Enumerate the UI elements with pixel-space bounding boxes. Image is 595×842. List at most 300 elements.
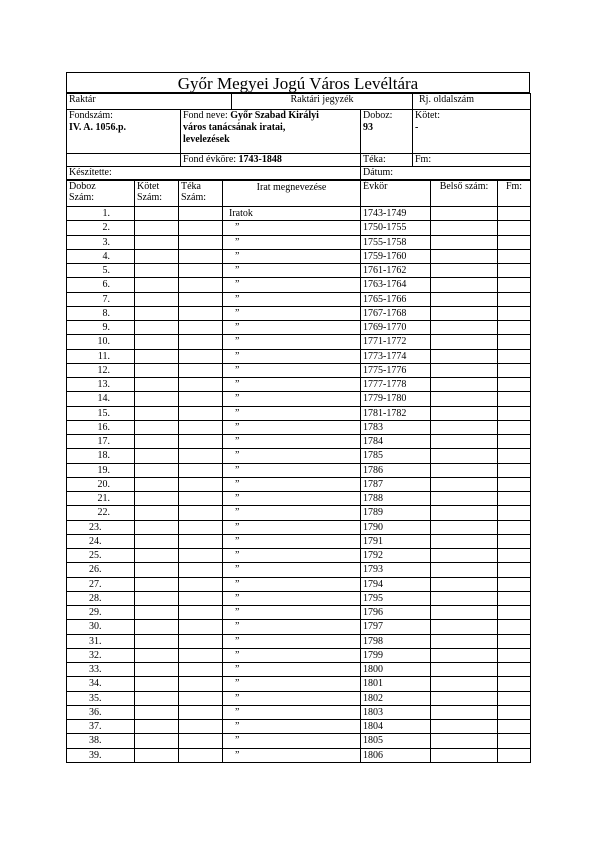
row-belso	[431, 278, 498, 292]
table-row	[67, 335, 531, 349]
row-belso	[431, 648, 498, 662]
row-evkor: 1765-1766	[361, 292, 431, 306]
row-evkor: 1788	[361, 492, 431, 506]
row-teka	[179, 549, 223, 563]
row-number: 12.	[67, 363, 135, 377]
table-row	[67, 207, 531, 221]
table-row	[67, 449, 531, 463]
row-fm	[498, 734, 531, 748]
row-fm	[498, 435, 531, 449]
row-fm	[498, 449, 531, 463]
row-evkor: 1781-1782	[361, 406, 431, 420]
row-kotet	[135, 321, 179, 335]
row-fm	[498, 620, 531, 634]
row-fm	[498, 306, 531, 320]
rj-label: Rj. oldalszám	[413, 94, 531, 110]
row-irat: ”	[223, 292, 361, 306]
fond-neve-value-1: Győr Szabad Királyi	[230, 110, 319, 121]
row-belso	[431, 392, 498, 406]
row-belso	[431, 492, 498, 506]
row-fm	[498, 492, 531, 506]
row-teka	[179, 378, 223, 392]
table-row	[67, 748, 531, 762]
inventory-sheet	[66, 72, 530, 763]
row-irat: ”	[223, 420, 361, 434]
col-teka-2: Szám:	[181, 192, 206, 203]
row-irat: ”	[223, 278, 361, 292]
row-kotet	[135, 677, 179, 691]
table-row	[67, 534, 531, 548]
row-belso	[431, 734, 498, 748]
row-belso	[431, 349, 498, 363]
row-teka	[179, 292, 223, 306]
row-fm	[498, 363, 531, 377]
row-kotet	[135, 306, 179, 320]
row-teka	[179, 606, 223, 620]
row-evkor: 1783	[361, 420, 431, 434]
row-irat: ”	[223, 349, 361, 363]
row-evkor: 1789	[361, 506, 431, 520]
row-kotet	[135, 748, 179, 762]
row-kotet	[135, 634, 179, 648]
row-teka	[179, 249, 223, 263]
table-row	[67, 634, 531, 648]
fm-label-top: Fm:	[413, 154, 531, 167]
row-evkor: 1801	[361, 677, 431, 691]
row-irat: ”	[223, 677, 361, 691]
row-teka	[179, 534, 223, 548]
row-number: 36.	[67, 705, 135, 719]
table-row	[67, 705, 531, 719]
row-number: 6.	[67, 278, 135, 292]
row-teka	[179, 207, 223, 221]
row-evkor: 1804	[361, 720, 431, 734]
col-evkor: Évkör	[361, 181, 431, 207]
row-irat: ”	[223, 449, 361, 463]
row-number: 2.	[67, 221, 135, 235]
row-fm	[498, 321, 531, 335]
row-belso	[431, 591, 498, 605]
row-irat: ”	[223, 492, 361, 506]
row-irat: ”	[223, 406, 361, 420]
row-number: 19.	[67, 463, 135, 477]
row-fm	[498, 591, 531, 605]
row-teka	[179, 634, 223, 648]
row-kotet	[135, 577, 179, 591]
row-kotet	[135, 563, 179, 577]
kotet-cell	[413, 110, 531, 154]
row-belso	[431, 463, 498, 477]
row-evkor: 1791	[361, 534, 431, 548]
table-row	[67, 677, 531, 691]
col-doboz-2: Szám:	[69, 192, 94, 203]
row-number: 7.	[67, 292, 135, 306]
table-row	[67, 363, 531, 377]
table-row	[67, 506, 531, 520]
fondszam-value: IV. A. 1056.p.	[69, 122, 127, 133]
row-evkor: 1771-1772	[361, 335, 431, 349]
fond-neve-value-2: város tanácsának iratai,	[183, 122, 286, 133]
table-row	[67, 221, 531, 235]
row-teka	[179, 463, 223, 477]
row-number: 18.	[67, 449, 135, 463]
row-evkor: 1755-1758	[361, 235, 431, 249]
row-kotet	[135, 207, 179, 221]
row-belso	[431, 691, 498, 705]
row-irat: ”	[223, 634, 361, 648]
row-kotet	[135, 335, 179, 349]
row-kotet	[135, 691, 179, 705]
row-fm	[498, 648, 531, 662]
row-fm	[498, 335, 531, 349]
row-belso	[431, 606, 498, 620]
row-belso	[431, 663, 498, 677]
table-row	[67, 378, 531, 392]
row-irat: ”	[223, 663, 361, 677]
row-kotet	[135, 378, 179, 392]
row-teka	[179, 591, 223, 605]
row-kotet	[135, 392, 179, 406]
row-number: 30.	[67, 620, 135, 634]
row-fm	[498, 392, 531, 406]
row-number: 26.	[67, 563, 135, 577]
fond-neve-cell	[181, 110, 361, 154]
doboz-value: 93	[363, 122, 373, 133]
row-number: 33.	[67, 663, 135, 677]
row-irat: ”	[223, 577, 361, 591]
row-irat: ”	[223, 520, 361, 534]
row-number: 35.	[67, 691, 135, 705]
kotet-value: -	[415, 122, 419, 133]
table-row	[67, 563, 531, 577]
row-fm	[498, 563, 531, 577]
table-row	[67, 292, 531, 306]
row-kotet	[135, 606, 179, 620]
row-irat: ”	[223, 392, 361, 406]
table-row	[67, 520, 531, 534]
row-irat: ”	[223, 748, 361, 762]
row-evkor: 1750-1755	[361, 221, 431, 235]
row-teka	[179, 264, 223, 278]
row-number: 9.	[67, 321, 135, 335]
row-fm	[498, 506, 531, 520]
row-kotet	[135, 420, 179, 434]
row-teka	[179, 221, 223, 235]
table-row	[67, 264, 531, 278]
evkor-label: Fond évköre:	[183, 154, 237, 165]
row-fm	[498, 663, 531, 677]
row-belso	[431, 506, 498, 520]
row-irat: ”	[223, 648, 361, 662]
row-belso	[431, 207, 498, 221]
row-kotet	[135, 406, 179, 420]
row-number: 16.	[67, 420, 135, 434]
row-number: 14.	[67, 392, 135, 406]
row-irat: ”	[223, 435, 361, 449]
evkor-cell	[181, 154, 361, 167]
row-kotet	[135, 534, 179, 548]
row-fm	[498, 463, 531, 477]
row-kotet	[135, 492, 179, 506]
row-teka	[179, 720, 223, 734]
row-kotet	[135, 648, 179, 662]
row-evkor: 1799	[361, 648, 431, 662]
row-evkor: 1802	[361, 691, 431, 705]
row-irat: ”	[223, 549, 361, 563]
col-irat: Irat megnevezése	[223, 181, 361, 207]
row-irat: ”	[223, 591, 361, 605]
row-irat: ”	[223, 264, 361, 278]
row-evkor: 1787	[361, 477, 431, 491]
table-row	[67, 306, 531, 320]
row-belso	[431, 249, 498, 263]
row-teka	[179, 449, 223, 463]
row-belso	[431, 705, 498, 719]
row-teka	[179, 563, 223, 577]
row-evkor: 1786	[361, 463, 431, 477]
row-evkor: 1792	[361, 549, 431, 563]
row-evkor: 1806	[361, 748, 431, 762]
row-fm	[498, 634, 531, 648]
row-evkor: 1759-1760	[361, 249, 431, 263]
row-teka	[179, 748, 223, 762]
row-belso	[431, 406, 498, 420]
row-teka	[179, 734, 223, 748]
row-belso	[431, 620, 498, 634]
row-belso	[431, 264, 498, 278]
row-evkor: 1803	[361, 705, 431, 719]
row-evkor: 1805	[361, 734, 431, 748]
row-kotet	[135, 264, 179, 278]
row-evkor: 1767-1768	[361, 306, 431, 320]
col-doboz: Doboz	[69, 181, 96, 192]
row-teka	[179, 663, 223, 677]
row-teka	[179, 520, 223, 534]
raktar-label: Raktár	[67, 94, 232, 110]
row-number: 3.	[67, 235, 135, 249]
row-teka	[179, 648, 223, 662]
row-fm	[498, 292, 531, 306]
row-kotet	[135, 477, 179, 491]
table-row	[67, 691, 531, 705]
table-row	[67, 249, 531, 263]
row-belso	[431, 378, 498, 392]
table-row	[67, 321, 531, 335]
row-fm	[498, 264, 531, 278]
table-row	[67, 477, 531, 491]
table-row	[67, 606, 531, 620]
row-irat: ”	[223, 306, 361, 320]
fond-neve-value-3: levelezések	[183, 134, 230, 145]
col-kotet-2: Szám:	[137, 192, 162, 203]
row-fm	[498, 720, 531, 734]
row-fm	[498, 235, 531, 249]
row-irat: ”	[223, 720, 361, 734]
col-kotet: Kötet	[137, 181, 160, 192]
fond-neve-label: Fond neve:	[183, 110, 228, 121]
row-teka	[179, 235, 223, 249]
row-evkor: 1793	[361, 563, 431, 577]
row-belso	[431, 549, 498, 563]
row-evkor: 1777-1778	[361, 378, 431, 392]
row-evkor: 1785	[361, 449, 431, 463]
row-fm	[498, 520, 531, 534]
row-number: 15.	[67, 406, 135, 420]
table-row	[67, 349, 531, 363]
row-fm	[498, 207, 531, 221]
row-evkor: 1784	[361, 435, 431, 449]
row-evkor: 1797	[361, 620, 431, 634]
row-teka	[179, 506, 223, 520]
row-belso	[431, 748, 498, 762]
row-irat: ”	[223, 335, 361, 349]
row-teka	[179, 406, 223, 420]
table-row	[67, 577, 531, 591]
row-kotet	[135, 734, 179, 748]
row-number: 8.	[67, 306, 135, 320]
row-number: 34.	[67, 677, 135, 691]
table-row	[67, 463, 531, 477]
row-evkor: 1796	[361, 606, 431, 620]
row-number: 11.	[67, 349, 135, 363]
row-fm	[498, 349, 531, 363]
row-number: 38.	[67, 734, 135, 748]
fondszam-label: Fondszám:	[69, 110, 113, 121]
row-evkor: 1769-1770	[361, 321, 431, 335]
row-belso	[431, 221, 498, 235]
row-number: 10.	[67, 335, 135, 349]
row-fm	[498, 406, 531, 420]
page-title: Győr Megyei Jogú Város Levéltára	[66, 72, 530, 93]
table-row	[67, 420, 531, 434]
row-kotet	[135, 363, 179, 377]
fondszam-cell	[67, 110, 181, 154]
row-teka	[179, 306, 223, 320]
row-number: 31.	[67, 634, 135, 648]
row-belso	[431, 477, 498, 491]
row-belso	[431, 563, 498, 577]
row-fm	[498, 748, 531, 762]
row-kotet	[135, 463, 179, 477]
row-belso	[431, 435, 498, 449]
col-fm: Fm:	[498, 181, 531, 207]
row-fm	[498, 378, 531, 392]
row-irat: ”	[223, 691, 361, 705]
row-evkor: 1779-1780	[361, 392, 431, 406]
row-kotet	[135, 705, 179, 719]
jegyzek-label: Raktári jegyzék	[232, 94, 413, 110]
row-teka	[179, 392, 223, 406]
row-kotet	[135, 720, 179, 734]
table-row	[67, 663, 531, 677]
row-irat: ”	[223, 477, 361, 491]
table-row	[67, 648, 531, 662]
row-kotet	[135, 663, 179, 677]
row-number: 17.	[67, 435, 135, 449]
row-fm	[498, 477, 531, 491]
row-belso	[431, 306, 498, 320]
row-kotet	[135, 278, 179, 292]
header-table	[66, 93, 531, 180]
row-kotet	[135, 235, 179, 249]
row-belso	[431, 577, 498, 591]
doboz-cell	[361, 110, 413, 154]
table-row	[67, 278, 531, 292]
row-belso	[431, 534, 498, 548]
row-teka	[179, 349, 223, 363]
row-number: 29.	[67, 606, 135, 620]
row-kotet	[135, 349, 179, 363]
table-row	[67, 406, 531, 420]
row-teka	[179, 321, 223, 335]
row-number: 13.	[67, 378, 135, 392]
row-teka	[179, 577, 223, 591]
row-number: 20.	[67, 477, 135, 491]
table-row	[67, 492, 531, 506]
row-fm	[498, 420, 531, 434]
row-number: 25.	[67, 549, 135, 563]
row-number: 4.	[67, 249, 135, 263]
row-number: 5.	[67, 264, 135, 278]
row-fm	[498, 577, 531, 591]
row-teka	[179, 278, 223, 292]
row-teka	[179, 435, 223, 449]
row-kotet	[135, 249, 179, 263]
row-kotet	[135, 292, 179, 306]
table-row	[67, 549, 531, 563]
row-number: 21.	[67, 492, 135, 506]
row-fm	[498, 221, 531, 235]
evkor-value: 1743-1848	[238, 154, 282, 165]
row-kotet	[135, 449, 179, 463]
row-belso	[431, 634, 498, 648]
row-belso	[431, 677, 498, 691]
row-irat: ”	[223, 606, 361, 620]
table-row	[67, 392, 531, 406]
row-number: 23.	[67, 520, 135, 534]
datum-label: Dátum:	[361, 167, 531, 180]
row-belso	[431, 720, 498, 734]
row-evkor: 1775-1776	[361, 363, 431, 377]
row-teka	[179, 363, 223, 377]
row-kotet	[135, 506, 179, 520]
row-irat: Iratok	[223, 207, 361, 221]
table-row	[67, 591, 531, 605]
row-irat: ”	[223, 221, 361, 235]
row-irat: ”	[223, 363, 361, 377]
row-evkor: 1798	[361, 634, 431, 648]
row-fm	[498, 278, 531, 292]
row-number: 27.	[67, 577, 135, 591]
row-evkor: 1743-1749	[361, 207, 431, 221]
row-belso	[431, 235, 498, 249]
row-teka	[179, 420, 223, 434]
table-row	[67, 235, 531, 249]
row-belso	[431, 335, 498, 349]
row-number: 1.	[67, 207, 135, 221]
row-kotet	[135, 435, 179, 449]
col-belso: Belső szám:	[431, 181, 498, 207]
col-teka: Téka	[181, 181, 201, 192]
row-irat: ”	[223, 705, 361, 719]
row-teka	[179, 705, 223, 719]
row-belso	[431, 449, 498, 463]
row-irat: ”	[223, 321, 361, 335]
row-kotet	[135, 520, 179, 534]
row-kotet	[135, 221, 179, 235]
row-belso	[431, 420, 498, 434]
row-evkor: 1800	[361, 663, 431, 677]
